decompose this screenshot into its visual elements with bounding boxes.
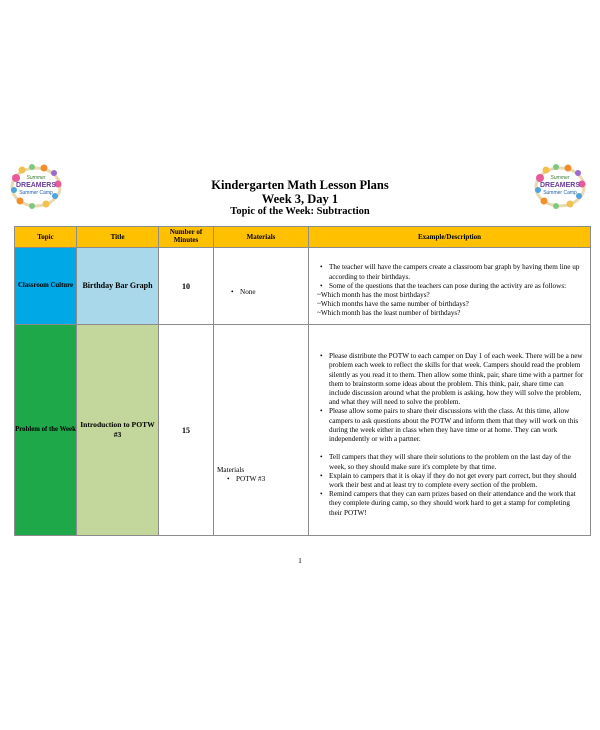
table-row — [15, 325, 591, 536]
description-list — [313, 352, 584, 444]
question-line: ~Which month has the most birthdays? — [317, 291, 430, 299]
materials-list — [220, 475, 308, 484]
document-title: Kindergarten Math Lesson Plans — [211, 178, 389, 192]
table-row — [15, 248, 591, 325]
question-line: ~Which months have the same number of birthdays? — [317, 300, 469, 309]
logo-line-2: DREAMERS — [15, 182, 57, 189]
cell-materials — [214, 325, 309, 536]
document-subtitle: Week 3, Day 1 — [261, 192, 339, 206]
list-item: • Please distribute the POTW to each camper on Day 1 of each week. There will be a new problem each week to reflect the skills for that week. Campers should read the problem silently as you read it to them. Then allow some think, pair, share time with a partner for them to brainstorm some ideas about the problem. This think, pair, share time can include discussion around what the problem is asking, how they will solve the problem, and what they will need to solve the problem. — [313, 352, 584, 407]
list-item: • Explain to campers that it is okay if they do not get every part correct, but they should work their best and at least try to complete every section of the problem. — [313, 472, 584, 490]
cell-materials — [214, 248, 309, 325]
column-header-title: Title — [77, 227, 159, 248]
cell-minutes: 10 — [159, 248, 214, 325]
logo-line-1: Summer — [26, 175, 46, 181]
cell-minutes: 15 — [159, 325, 214, 536]
description-list — [313, 453, 584, 518]
question-line: ~Which month has the least number of birthdays? — [317, 309, 461, 318]
column-header-description: Example/Description — [309, 227, 591, 248]
list-item: • The teacher will have the campers create a classroom bar graph by having them line up according to their birthdays. — [313, 263, 584, 281]
logo-line-3: Summer Camp — [19, 190, 53, 196]
list-item: • None — [224, 288, 308, 296]
cell-topic: Classroom Culture — [15, 248, 77, 325]
cell-description — [309, 248, 591, 325]
materials-label: Materials — [217, 465, 245, 474]
cell-title: Introduction to POTW #3 — [77, 325, 159, 536]
logo-line-3: Summer Camp — [543, 190, 577, 196]
cell-title: Birthday Bar Graph — [77, 248, 159, 325]
list-item: • POTW #3 — [220, 475, 308, 484]
column-header-minutes: Number of Minutes — [159, 227, 214, 248]
column-header-materials: Materials — [214, 227, 309, 248]
list-item: • Remind campers that they can earn prizes based on their attendance and the work that they complete during camp, so they should work hard to get a stamp for completing their POTW! — [313, 490, 584, 518]
cell-description — [309, 325, 591, 536]
cell-topic: Problem of the Week — [15, 325, 77, 536]
logo-line-2: DREAMERS — [539, 182, 581, 189]
logo-line-1: Summer — [550, 175, 570, 181]
table-header-row — [15, 227, 591, 248]
description-list — [313, 263, 584, 291]
list-item: • Tell campers that they will share their solutions to the problem on the last day of the week, so they should make sure it's complete by that time. — [313, 453, 584, 471]
lesson-plan-table — [14, 226, 591, 536]
list-item: • Some of the questions that the teachers can pose during the activity are as follows: — [313, 282, 584, 291]
materials-list — [214, 277, 308, 296]
list-item: • Please allow some pairs to share their discussions with the class. At this time, allow campers to ask questions about the POTW and inform them that they will work on this during the week either in class when they have time or at home. They can work independently or with a partner. — [313, 407, 584, 444]
column-header-topic: Topic — [15, 227, 77, 248]
page-number: 1 — [298, 556, 302, 565]
topic-of-week: Topic of the Week: Subtraction — [230, 206, 370, 217]
